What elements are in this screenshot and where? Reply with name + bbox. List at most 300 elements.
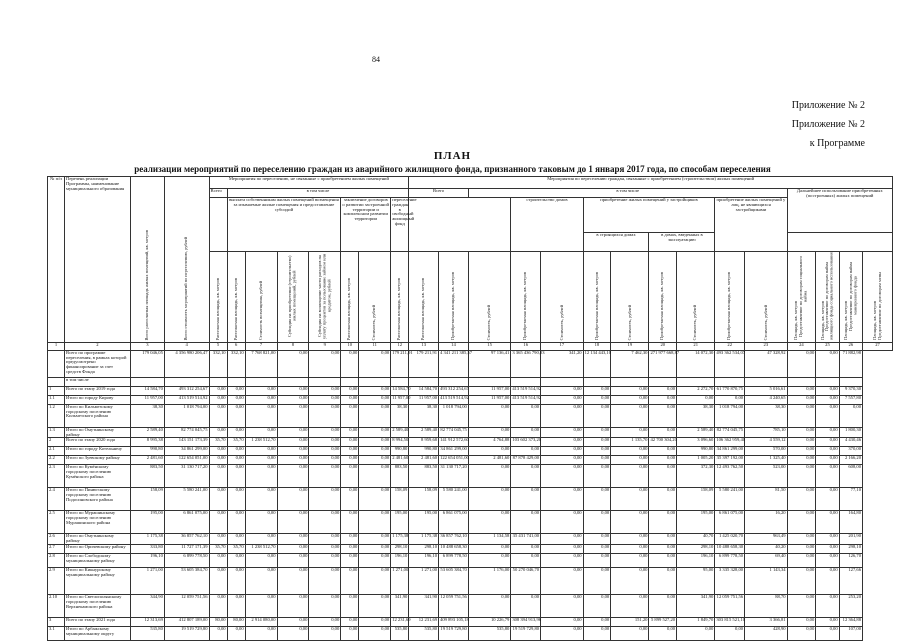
row-cell: 19 519 729,80 [164, 627, 209, 641]
row-cell: 0,00 [541, 511, 584, 534]
row-cell: 0,00 [309, 595, 341, 618]
header-col-10: Расселяемая площадь, кв. метров [346, 277, 352, 340]
row-cell: 4 356 980 206,47 [164, 350, 209, 377]
row-cell: 3 335 328,00 [715, 568, 745, 595]
row-cell: 0,00 [468, 427, 511, 438]
row-cell: 570,00 [745, 447, 788, 456]
row-cell: 1 271,00 [391, 568, 409, 595]
header-sub-b1: строительство домов [511, 198, 583, 252]
row-cell: 0,00 [227, 595, 245, 618]
row-cell: 5 580 241,00 [164, 488, 209, 511]
row-cell: 0,00 [359, 395, 391, 404]
row-cell: 0,00 [541, 456, 584, 465]
header-a-vtch: в том числе [227, 189, 409, 198]
row-cell [309, 377, 341, 386]
row-cell: 0,00 [341, 465, 359, 488]
row-cell: 413 519 514,92 [511, 386, 541, 395]
row-cell: 0,00 [277, 465, 309, 488]
row-cell: 0,00 [341, 554, 359, 568]
row-cell: 0,00 [787, 395, 816, 404]
row-number: 1.2 [48, 404, 65, 427]
row-cell: 5 580 241,00 [439, 488, 469, 511]
row-cell: 35,70 [209, 545, 227, 554]
row-cell: 0,00 [541, 404, 584, 427]
column-number: 15 [468, 342, 511, 350]
column-number: 5 [209, 342, 227, 350]
row-cell: 0,00 [227, 386, 245, 395]
header-b-vsego: Всего [409, 189, 469, 198]
row-cell: 0,00 [511, 427, 541, 438]
row-cell: 14 584,70 [130, 386, 164, 395]
row-cell: 303 815 521,10 [715, 618, 745, 627]
column-number: 2 [65, 342, 131, 350]
plan-table [47, 176, 893, 641]
header-group-a: Мероприятия по переселению, не связанные с приобретением жилых помещений [209, 177, 409, 189]
row-cell: 10 488 658,30 [439, 545, 469, 554]
row-cell: 0,00 [359, 595, 391, 618]
row-cell: 35,70 [209, 438, 227, 447]
row-cell: 11 727 171,39 [164, 545, 209, 554]
row-cell: 6 899 778,50 [715, 554, 745, 568]
row-cell: 0,00 [511, 465, 541, 488]
row-cell: 0,00 [787, 545, 816, 554]
row-cell: 0,00 [611, 534, 649, 545]
row-cell: 0,00 [611, 465, 649, 488]
row-cell: 0,00 [227, 404, 245, 427]
table-row [48, 627, 893, 641]
row-cell: 0,00 [677, 627, 715, 641]
row-cell: 80,00 [227, 618, 245, 627]
row-cell: 0,00 [277, 595, 309, 618]
row-cell: 53 605 384,70 [164, 568, 209, 595]
row-cell: 333,80 [130, 545, 164, 554]
row-cell: 195,00 [391, 511, 409, 534]
row-cell: 298,10 [839, 545, 862, 554]
row-cell [611, 377, 649, 386]
row-cell: 0,00 [245, 447, 277, 456]
column-number: 14 [439, 342, 469, 350]
row-cell: 0,00 [309, 568, 341, 595]
header-col-20: Приобретаемая площадь, кв. метров [659, 271, 665, 340]
row-cell: 0,00 [245, 456, 277, 465]
row-cell: 201,90 [839, 534, 862, 545]
header-col-12: Расселяемая площадь, кв. метров [396, 277, 402, 340]
row-cell: 0,00 [468, 545, 511, 554]
row-cell: 0,00 [541, 595, 584, 618]
header-col-8: Субсидия на приобретение (строительство) жилых помещений, рублей [287, 255, 297, 337]
row-cell: 0,00 [227, 511, 245, 534]
row-cell: 0,00 [341, 350, 359, 377]
row-cell: 0,00 [583, 618, 611, 627]
row-cell: 3 365 436 790,03 [511, 350, 541, 377]
row-cell: 3 096,60 [677, 438, 715, 447]
row-cell: 0,00 [227, 447, 245, 456]
column-number: 24 [787, 342, 816, 350]
row-cell: 0,00 [359, 511, 391, 534]
row-cell: 0,00 [359, 438, 391, 447]
row-cell: 523,00 [745, 465, 788, 488]
row-cell: 0,00 [649, 554, 677, 568]
row-cell [745, 377, 788, 386]
row-cell: 0,00 [245, 554, 277, 568]
row-cell: 0,00 [209, 511, 227, 534]
row-cell: 5 016,61 [745, 386, 788, 395]
table-row [48, 404, 893, 427]
row-cell: 1 175,38 [130, 534, 164, 545]
row-cell: 0,00 [277, 511, 309, 534]
row-name: Итого по Зуевскому району [65, 456, 131, 465]
row-cell: 0,00 [227, 456, 245, 465]
row-cell: 0,00 [209, 465, 227, 488]
row-cell: 0,00 [341, 534, 359, 545]
document-subtitle: реализации мероприятий по переселению граждан из аварийного жилищного фонда, признанного таковым до 1 января 2017 года, по способам переселения [134, 164, 771, 174]
row-cell: 143 151 173,39 [164, 438, 209, 447]
row-cell: 14 584,70 [391, 386, 409, 395]
header-col-26b: Предоставление по договорам найма маневренного фонда [847, 261, 858, 331]
header-name: Перечень реализации Программы, наименование муниципального образования [65, 177, 131, 343]
row-cell: 82 774 045,75 [715, 427, 745, 438]
header-sub-b2b: в домах, введенных в эксплуатацию [649, 233, 715, 252]
row-cell: 7 557,80 [839, 395, 862, 404]
header-col-17: Стоимость, рублей [558, 304, 564, 340]
row-cell: 0,00 [359, 534, 391, 545]
row-cell: 0,00 [209, 595, 227, 618]
row-cell: 0,00 [787, 465, 816, 488]
row-cell: 0,00 [468, 465, 511, 488]
row-cell [439, 377, 469, 386]
row-cell: 0,00 [511, 554, 541, 568]
row-cell: 0,00 [277, 554, 309, 568]
row-cell: 126,70 [839, 554, 862, 568]
row-name: Итого по Арбажскому муниципальному округу [65, 627, 131, 641]
row-cell: 8 994,50 [391, 438, 409, 447]
row-name: Итого по Светлополянскому городскому поселению Верхнекамского района [65, 595, 131, 618]
row-cell: 0,00 [583, 534, 611, 545]
row-cell: 0,00 [468, 447, 511, 456]
row-cell: 0,00 [787, 534, 816, 545]
row-cell: 0,00 [541, 395, 584, 404]
row-cell: 0,00 [583, 488, 611, 511]
row-cell [649, 377, 677, 386]
row-cell: 0,00 [245, 427, 277, 438]
row-cell: 0,00 [541, 618, 584, 627]
row-cell: 12 059 751,56 [439, 595, 469, 618]
row-cell: 0,00 [209, 447, 227, 456]
row-cell: 38,30 [391, 404, 409, 427]
row-cell: 196,10 [391, 554, 409, 568]
row-cell: 0,00 [816, 438, 839, 447]
row-cell: 95,00 [677, 568, 715, 595]
row-cell: 1 238 512,70 [245, 438, 277, 447]
row-name: Итого по Оричевскому району [65, 545, 131, 554]
row-cell: 0,00 [309, 427, 341, 438]
row-name: в том числе [65, 377, 131, 386]
row-cell: 36 857 762,10 [439, 534, 469, 545]
row-cell: 0,00 [816, 511, 839, 534]
table-row [48, 386, 893, 395]
row-cell [164, 377, 209, 386]
row-cell: 0,00 [583, 404, 611, 427]
row-cell: 158,09 [409, 488, 439, 511]
row-cell: 5 899 527,20 [649, 618, 677, 627]
row-cell: 535,80 [409, 627, 439, 641]
header-group-b: Мероприятия по переселению граждан, связанные с приобретением (строительством) жилых помещений [409, 177, 893, 189]
row-cell: 88,70 [745, 595, 788, 618]
row-cell: 195,00 [130, 511, 164, 534]
row-cell: 0,00 [787, 427, 816, 438]
row-cell: 0,00 [277, 404, 309, 427]
row-cell: 0,00 [277, 386, 309, 395]
row-cell: 106 362 959,40 [715, 438, 745, 447]
row-cell: 0,00 [787, 386, 816, 395]
row-cell [511, 377, 541, 386]
table-row [48, 534, 893, 545]
row-cell: 0,00 [341, 488, 359, 511]
row-cell: 0,00 [611, 627, 649, 641]
column-number: 21 [677, 342, 715, 350]
column-number: 7 [245, 342, 277, 350]
row-cell: 0,00 [611, 488, 649, 511]
column-number: 6 [227, 342, 245, 350]
row-cell: 0,00 [787, 595, 816, 618]
row-cell: 6 899 778,50 [439, 554, 469, 568]
row-cell: 0,00 [227, 427, 245, 438]
row-number: 3.1 [48, 627, 65, 641]
row-name: Итого по городу Котельничу [65, 447, 131, 456]
row-cell: 0,00 [359, 427, 391, 438]
header-col-14: Приобретаемая площадь, кв. метров [450, 271, 456, 340]
row-cell: 0,00 [583, 568, 611, 595]
row-cell: 87 878 429,00 [511, 456, 541, 465]
row-cell: 10 226,79 [468, 618, 511, 627]
row-cell: 0,00 [541, 386, 584, 395]
row-cell: 0,00 [209, 554, 227, 568]
table-row [48, 427, 893, 438]
table-header [48, 177, 893, 343]
row-cell: 0,00 [359, 488, 391, 511]
row-cell: 341,20 [541, 350, 584, 377]
header-col-13: Расселяемая площадь, кв. метров [420, 277, 426, 340]
row-number: 2.6 [48, 534, 65, 545]
row-cell: 34 861 299,00 [164, 447, 209, 456]
row-cell: 0,00 [816, 618, 839, 627]
row-cell: 0,00 [511, 447, 541, 456]
row-cell: 0,00 [245, 627, 277, 641]
header-cost: Всего стоимость мероприятий по переселению, рублей [183, 236, 189, 340]
row-cell: 0,00 [277, 350, 309, 377]
row-number: 2.4 [48, 488, 65, 511]
appendix-label-2: Приложение № 2 [791, 119, 865, 130]
row-cell: 883,50 [391, 465, 409, 488]
row-cell: 1 175,38 [409, 534, 439, 545]
header-num: № п/п [48, 177, 65, 343]
row-cell: 0,00 [787, 618, 816, 627]
table-row [48, 568, 893, 595]
table-row [48, 618, 893, 627]
row-number: 2.2 [48, 456, 65, 465]
row-number: 2.3 [48, 465, 65, 488]
row-cell: 0,00 [245, 568, 277, 595]
row-cell: 372,30 [677, 465, 715, 488]
row-cell: 0,00 [541, 627, 584, 641]
header-col-11: Стоимость, рублей [371, 304, 377, 340]
row-cell: 0,00 [787, 511, 816, 534]
row-cell: 10 488 658,30 [715, 545, 745, 554]
row-cell: 19 519 729,80 [439, 627, 469, 641]
row-cell: 0,00 [541, 545, 584, 554]
row-cell: 493 362 534,07 [715, 350, 745, 377]
row-cell: 0,00 [611, 427, 649, 438]
page-number: 84 [372, 55, 380, 64]
row-cell: 0,00 [583, 447, 611, 456]
row-cell: 409 893 105,18 [439, 618, 469, 627]
row-cell: 1 143,34 [745, 568, 788, 595]
row-cell: 0,00 [245, 386, 277, 395]
row-cell: 0,00 [341, 427, 359, 438]
row-cell: 47 328,92 [745, 350, 788, 377]
row-number: 2.10 [48, 595, 65, 618]
row-cell: 0,00 [611, 554, 649, 568]
row-cell: 0,00 [649, 511, 677, 534]
row-name: Итого по городу Кирову [65, 395, 131, 404]
row-cell: 0,00 [649, 395, 677, 404]
row-cell: 0,00 [816, 427, 839, 438]
row-cell: 77,10 [839, 488, 862, 511]
row-cell: 0,00 [309, 627, 341, 641]
row-cell: 6 861 075,00 [439, 511, 469, 534]
row-cell: 2 481,60 [468, 456, 511, 465]
row-cell [227, 377, 245, 386]
row-cell: 412 807 189,00 [164, 618, 209, 627]
row-cell: 341,90 [677, 595, 715, 618]
row-cell: 11 957,00 [468, 386, 511, 395]
row-cell: 14 584,70 [409, 386, 439, 395]
row-cell: 35,70 [227, 545, 245, 554]
row-cell: 80,00 [209, 618, 227, 627]
row-cell: 107,00 [839, 627, 862, 641]
column-number: 12 [391, 342, 409, 350]
row-cell: 0,00 [715, 627, 745, 641]
row-cell: 0,00 [583, 554, 611, 568]
row-cell [468, 377, 511, 386]
column-number: 3 [130, 342, 164, 350]
row-cell: 0,00 [245, 465, 277, 488]
row-cell: 38,30 [409, 404, 439, 427]
row-cell: 493 312 254,67 [164, 386, 209, 395]
row-cell: 122 654 051,00 [164, 456, 209, 465]
header-col-5: Расселяемая площадь, кв. метров [214, 277, 220, 340]
row-cell: 0,00 [611, 404, 649, 427]
column-number: 11 [359, 342, 391, 350]
row-cell: 195,00 [409, 511, 439, 534]
row-cell: 0,00 [816, 568, 839, 595]
row-cell: 34 861 299,00 [715, 447, 745, 456]
row-cell: 0,00 [245, 404, 277, 427]
row-cell: 0,00 [787, 438, 816, 447]
header-sub-a2: заключение договоров о развитии застроенной территории и комплексном развитии территории [341, 198, 391, 252]
row-cell: 35 397 192,00 [715, 456, 745, 465]
row-cell: 0,00 [541, 447, 584, 456]
row-cell: 0,00 [611, 456, 649, 465]
header-col-22: Приобретаемая площадь, кв. метров [726, 271, 732, 340]
row-cell [541, 377, 584, 386]
row-cell: 0,00 [341, 447, 359, 456]
row-cell: 0,00 [816, 350, 839, 377]
row-cell: 1 176,00 [468, 568, 511, 595]
row-number: 1 [48, 386, 65, 395]
header-col-16: Приобретаемая площадь, кв. метров [522, 271, 528, 340]
row-cell: 0,00 [359, 404, 391, 427]
row-cell: 19 519 729,80 [511, 627, 541, 641]
row-cell: 11 957,00 [468, 395, 511, 404]
row-cell: 0,00 [309, 545, 341, 554]
row-cell: 103 602 373,20 [511, 438, 541, 447]
row-cell: 0,00 [583, 427, 611, 438]
row-cell: 122 654 051,00 [439, 456, 469, 465]
row-cell: 0,00 [649, 568, 677, 595]
row-cell: 0,00 [583, 456, 611, 465]
row-cell: 31 130 717,20 [164, 465, 209, 488]
row-cell: 196,10 [409, 554, 439, 568]
row-cell: 69,40 [745, 554, 788, 568]
row-cell: 0,00 [341, 568, 359, 595]
row-number: 2.7 [48, 545, 65, 554]
row-cell: 0,00 [541, 438, 584, 447]
header-col-21: Стоимость, рублей [692, 304, 698, 340]
table-row [48, 595, 893, 618]
row-cell: 0,00 [309, 456, 341, 465]
row-cell: 0,00 [277, 545, 309, 554]
row-cell: 158,09 [391, 488, 409, 511]
row-cell [130, 377, 164, 386]
row-cell: 0,00 [359, 554, 391, 568]
row-number: 2.1 [48, 447, 65, 456]
row-cell: 0,00 [611, 386, 649, 395]
table-row [48, 377, 893, 386]
row-cell: 535,80 [391, 627, 409, 641]
row-cell: 0,00 [816, 554, 839, 568]
row-cell: 35 431 741,00 [511, 534, 541, 545]
row-cell: 0,00 [816, 488, 839, 511]
table-body [48, 350, 893, 640]
row-cell: 428,90 [745, 627, 788, 641]
row-name: Всего по этапу 2019 года [65, 386, 131, 395]
row-cell: 0,00 [583, 595, 611, 618]
row-cell: 0,00 [715, 395, 745, 404]
row-cell: 1 018 794,00 [164, 404, 209, 427]
row-cell: 0,00 [227, 627, 245, 641]
row-cell: 0,00 [541, 488, 584, 511]
table-row [48, 554, 893, 568]
row-name: Итого по Кильмезскому городскому поселению Кильмезского района [65, 404, 131, 427]
row-cell: 1 005,20 [677, 456, 715, 465]
row-cell: 0,00 [511, 488, 541, 511]
row-cell: 61 770 870,75 [715, 386, 745, 395]
row-cell: 16,20 [745, 511, 788, 534]
column-number: 25 [816, 342, 839, 350]
table-row [48, 465, 893, 488]
row-cell: 0,00 [209, 627, 227, 641]
row-cell: 38,30 [130, 404, 164, 427]
column-number: 1 [48, 342, 65, 350]
row-cell: 12 364,88 [839, 618, 862, 627]
row-cell: 82 774 045,75 [439, 427, 469, 438]
row-number [48, 377, 65, 386]
row-number: 3 [48, 618, 65, 627]
row-cell: 413 519 514,92 [164, 395, 209, 404]
row-cell: 0,00 [787, 554, 816, 568]
row-cell: 298,10 [677, 545, 715, 554]
